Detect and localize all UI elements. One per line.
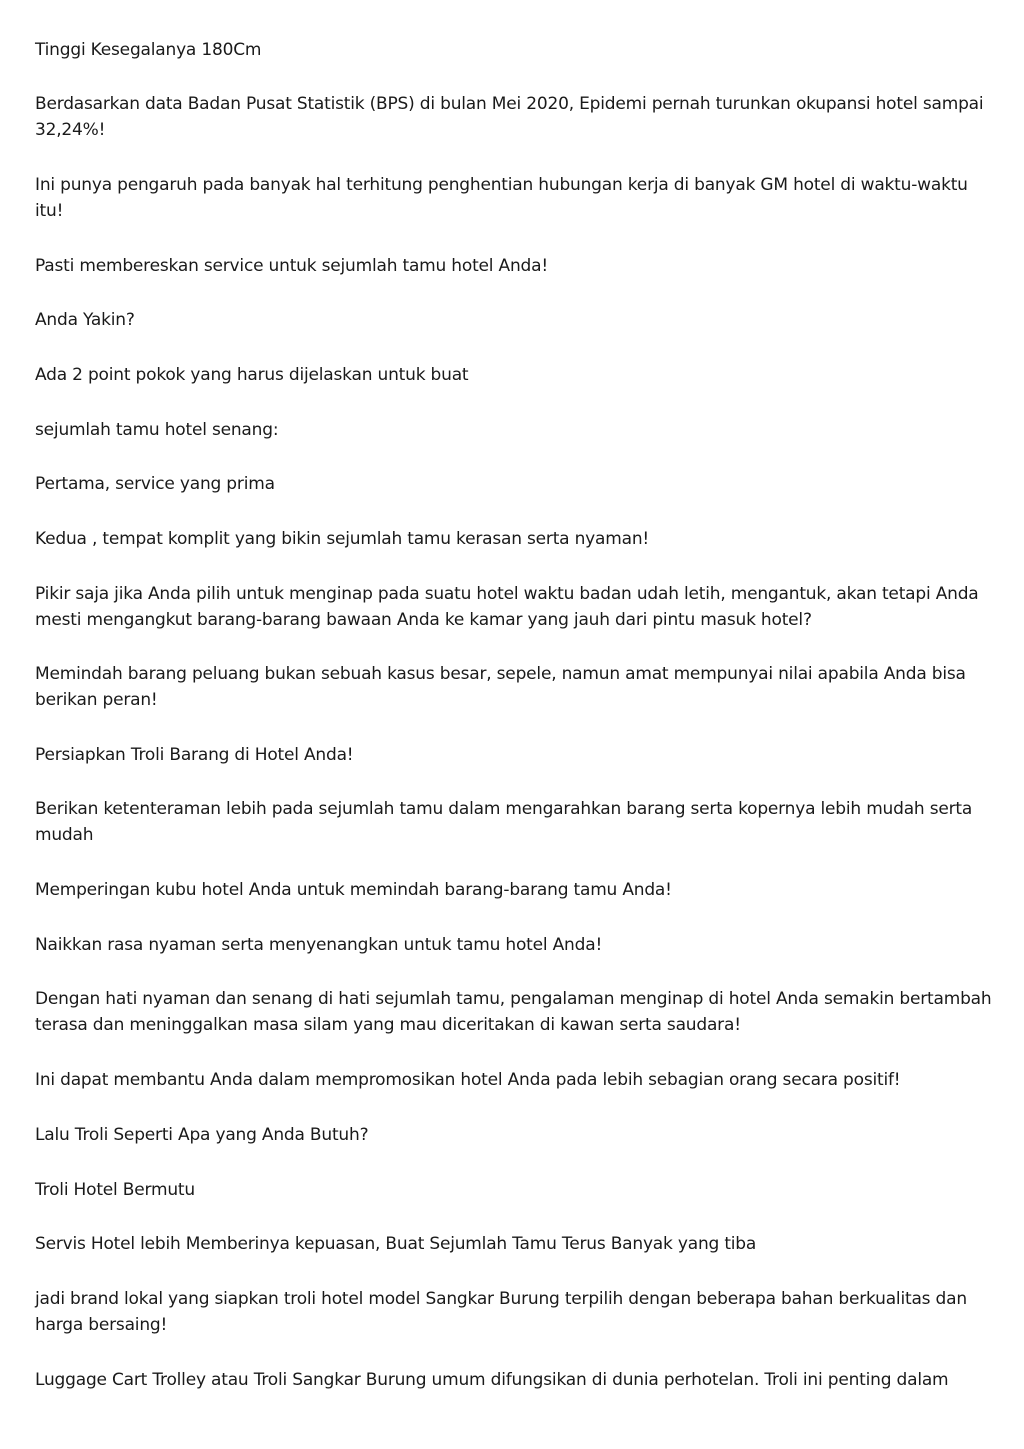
paragraph-first-point: Pertama, service yang prima — [35, 474, 275, 494]
paragraph-question: Anda Yakin? — [35, 310, 135, 330]
paragraph-which-trolley: Lalu Troli Seperti Apa yang Anda Butuh? — [35, 1125, 369, 1145]
paragraph-moving-goods: Memindah barang peluang bukan sebuah kasus besar, sepele, namun amat mempunyai nilai apabila Anda bisa berikan peran! — [35, 664, 966, 710]
paragraph-quality-trolley: Troli Hotel Bermutu — [35, 1180, 195, 1200]
paragraph-increase-comfort: Naikkan rasa nyaman serta menyenangkan untuk tamu hotel Anda! — [35, 935, 603, 955]
paragraph-service: Pasti membereskan service untuk sejumlah tamu hotel Anda! — [35, 256, 548, 276]
paragraph-local-brand: jadi brand lokal yang siapkan troli hotel model Sangkar Burung terpilih dengan beberapa bahan berkualitas dan harga bersaing! — [35, 1289, 967, 1335]
paragraph-satisfaction: Servis Hotel lebih Memberinya kepuasan, Buat Sejumlah Tamu Terus Banyak yang tiba — [35, 1234, 757, 1254]
paragraph-comfort: Berikan ketenteraman lebih pada sejumlah tamu dalam mengarahkan barang serta kopernya lebih mudah serta mudah — [35, 799, 973, 845]
paragraph-experience: Dengan hati nyaman dan senang di hati sejumlah tamu, pengalaman menginap di hotel Anda semakin bertambah terasa dan meninggalkan masa silam yang mau diceritakan di kawan serta saudara! — [35, 989, 992, 1035]
paragraph-bps-data: Berdasarkan data Badan Pusat Statistik (BPS) di bulan Mei 2020, Epidemi pernah turunkan okupansi hotel sampai 32,24%! — [35, 94, 984, 140]
paragraph-second-point: Kedua , tempat komplit yang bikin sejumlah tamu kerasan serta nyaman! — [35, 529, 650, 549]
paragraph-luggage-cart: Luggage Cart Trolley atau Troli Sangkar Burung umum difungsikan di dunia perhotelan. Troli ini penting dalam — [35, 1370, 949, 1390]
paragraph-impact: Ini punya pengaruh pada banyak hal terhitung penghentian hubungan kerja di banyak GM hotel di waktu-waktu itu! — [35, 175, 968, 221]
paragraph-guests-happy: sejumlah tamu hotel senang: — [35, 420, 279, 440]
paragraph-heading-height: Tinggi Kesegalanya 180Cm — [35, 40, 262, 60]
paragraph-imagine: Pikir saja jika Anda pilih untuk menginap pada suatu hotel waktu badan udah letih, mengantuk, akan tetapi Anda mesti mengangkut barang-barang bawaan Anda ke kamar yang jauh dari pintu masuk hotel? — [35, 584, 979, 630]
paragraph-prepare-trolley: Persiapkan Troli Barang di Hotel Anda! — [35, 745, 354, 765]
paragraph-lighten: Memperingan kubu hotel Anda untuk memindah barang-barang tamu Anda! — [35, 880, 672, 900]
paragraph-two-points: Ada 2 point pokok yang harus dijelaskan untuk buat — [35, 365, 469, 385]
paragraph-promote: Ini dapat membantu Anda dalam mempromosikan hotel Anda pada lebih sebagian orang secara positif! — [35, 1070, 901, 1090]
